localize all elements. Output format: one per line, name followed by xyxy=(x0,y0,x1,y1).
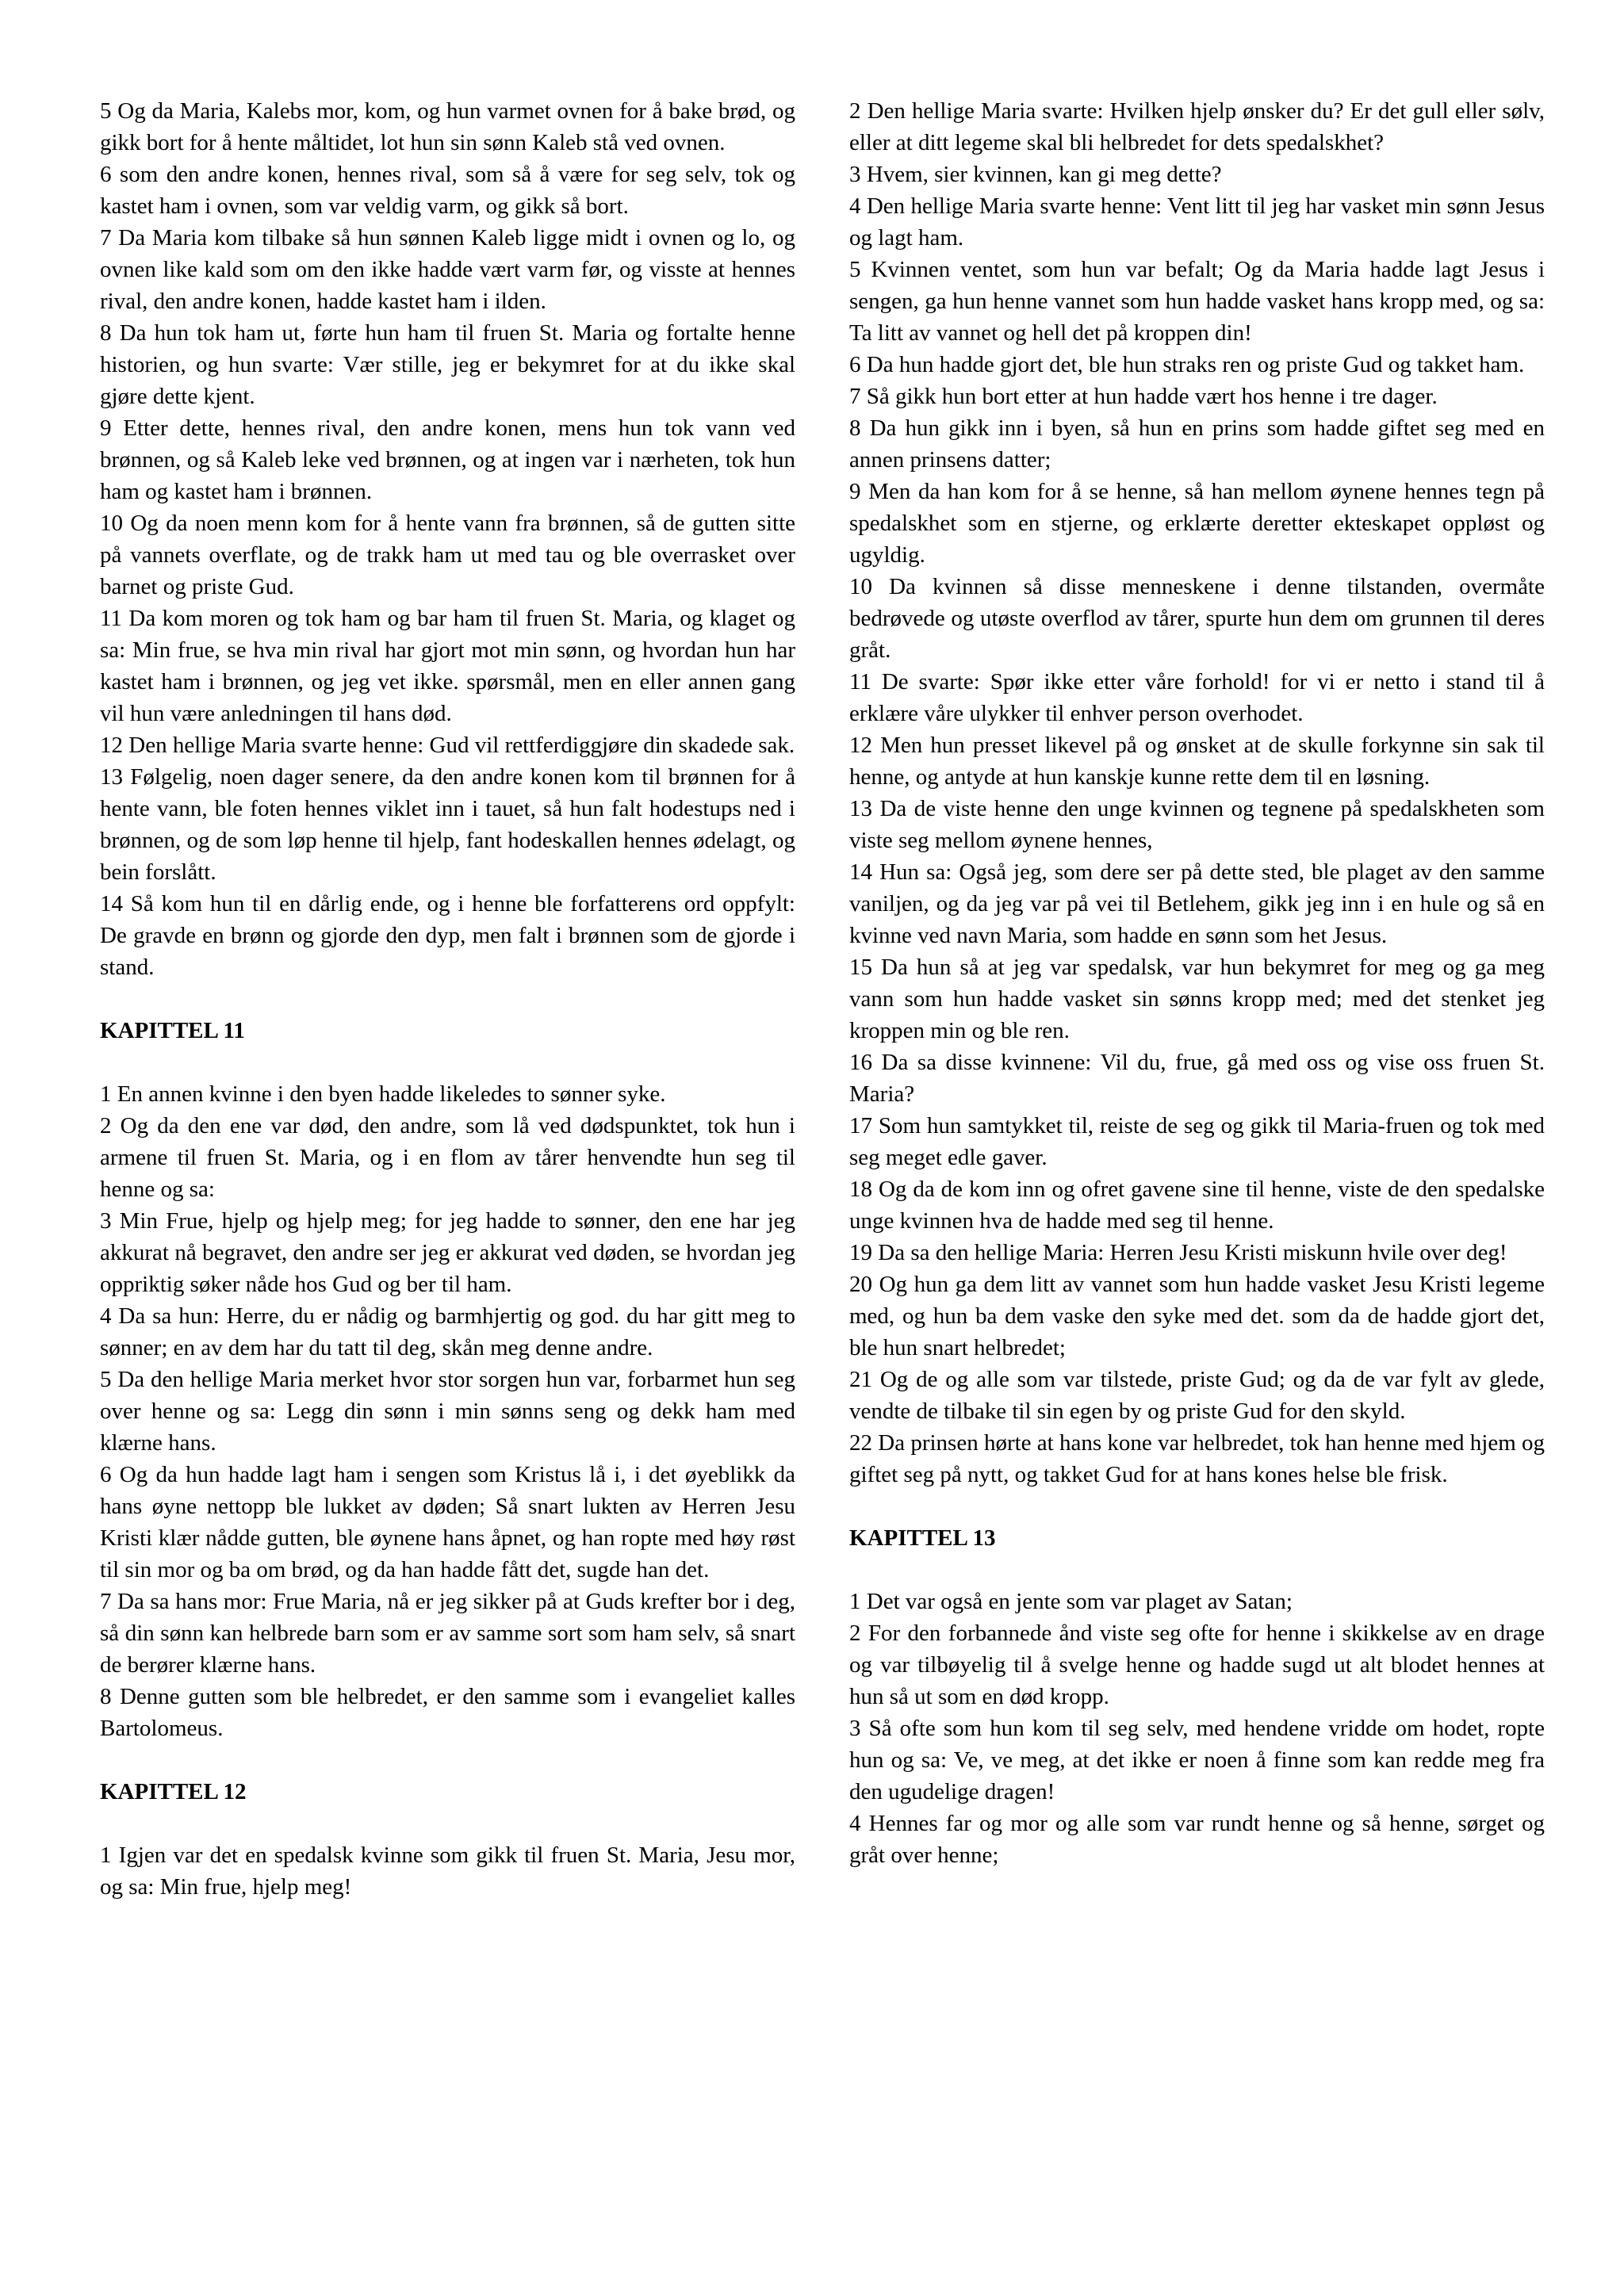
verse-list xyxy=(100,95,795,983)
verse: 11 Da kom moren og tok ham og bar ham til fruen St. Maria, og klaget og sa: Min frue, se hva min rival har gjort mot min sønn, og hvordan hun har kastet ham i brønnen, og jeg vet ikke. spørsmål, men en eller annen gang vil hun være anledningen til hans død. xyxy=(100,606,795,726)
verse-list xyxy=(100,1078,795,1744)
right-column xyxy=(849,95,1545,1871)
verse: 1 Igjen var det en spedalsk kvinne som gikk til fruen St. Maria, Jesu mor, og sa: Min frue, hjelp meg! xyxy=(100,1843,795,1900)
verse: 10 Og da noen menn kom for å hente vann fra brønnen, så de gutten sitte på vannets overflate, og de trakk ham ut med tau og ble overrasket over barnet og priste Gud. xyxy=(100,511,795,599)
verse: 4 Hennes far og mor og alle som var rundt henne og så henne, sørget og gråt over henne; xyxy=(849,1811,1545,1868)
verse: 5 Kvinnen ventet, som hun var befalt; Og da Maria hadde lagt Jesus i sengen, ga hun henne vannet som hun hadde vasket hans kropp med, og sa: Ta litt av vannet og hell det på kroppen din! xyxy=(849,257,1545,346)
verse: 4 Da sa hun: Herre, du er nådig og barmhjertig og god. du har gitt meg to sønner; en av dem har du tatt til deg, skån meg denne andre. xyxy=(100,1303,795,1360)
verse: 9 Men da han kom for å se henne, så han mellom øynene hennes tegn på spedalskhet som en stjerne, og erklærte deretter ekteskapet oppløst og ugyldig. xyxy=(849,479,1545,568)
left-column xyxy=(100,95,795,1903)
verse: 16 Da sa disse kvinnene: Vil du, frue, gå med oss og vise oss fruen St. Maria? xyxy=(849,1050,1545,1107)
verse: 11 De svarte: Spør ikke etter våre forhold! for vi er netto i stand til å erklære våre ulykker til enhver person overhodet. xyxy=(849,669,1545,726)
verse: 8 Denne gutten som ble helbredet, er den samme som i evangeliet kalles Bartolomeus. xyxy=(100,1684,795,1741)
verse: 14 Så kom hun til en dårlig ende, og i henne ble forfatterens ord oppfylt: De gravde en brønn og gjorde den dyp, men falt i brønnen som de gjorde i stand. xyxy=(100,891,795,980)
verse: 14 Hun sa: Også jeg, som dere ser på dette sted, ble plaget av den samme vaniljen, og da jeg var på vei til Betlehem, gikk jeg inn i en hule og så en kvinne ved navn Maria, som hadde en sønn som het Jesus. xyxy=(849,859,1545,948)
verse: 8 Da hun tok ham ut, førte hun ham til fruen St. Maria og fortalte henne historien, og hun svarte: Vær stille, jeg er bekymret for at du ikke skal gjøre dette kjent. xyxy=(100,320,795,409)
verse: 9 Etter dette, hennes rival, den andre konen, mens hun tok vann ved brønnen, og så Kaleb leke ved brønnen, og at ingen var i nærheten, tok hun ham og kastet ham i brønnen. xyxy=(100,415,795,504)
verse: 17 Som hun samtykket til, reiste de seg og gikk til Maria-fruen og tok med seg meget edle gaver. xyxy=(849,1113,1545,1170)
verse: 13 Følgelig, noen dager senere, da den andre konen kom til brønnen for å hente vann, ble foten hennes viklet inn i tauet, så hun falt hodestups ned i brønnen, og de som løp henne til hjelp, fant hodeskallen hennes ødelagt, og bein forslått. xyxy=(100,764,795,885)
verse: 7 Da Maria kom tilbake så hun sønnen Kaleb ligge midt i ovnen og lo, og ovnen like kald som om den ikke hadde vært varm før, og visste at hennes rival, den andre konen, hadde kastet ham i ilden. xyxy=(100,225,795,314)
verse: 6 som den andre konen, hennes rival, som så å være for seg selv, tok og kastet ham i ovnen, som var veldig varm, og gikk så bort. xyxy=(100,162,795,219)
verse: 3 Så ofte som hun kom til seg selv, med hendene vridde om hodet, ropte hun og sa: Ve, ve meg, at det ikke er noen å finne som kan redde meg fra den ugudelige dragen! xyxy=(849,1716,1545,1804)
verse: 8 Da hun gikk inn i byen, så hun en prins som hadde giftet seg med en annen prinsens datter; xyxy=(849,415,1545,473)
verse: 21 Og de og alle som var tilstede, priste Gud; og da de var fylt av glede, vendte de tilbake til sin egen by og priste Gud for den skyld. xyxy=(849,1367,1545,1424)
verse: 13 Da de viste henne den unge kvinnen og tegnene på spedalskheten som viste seg mellom øynene hennes, xyxy=(849,796,1545,853)
verse: 4 Den hellige Maria svarte henne: Vent litt til jeg har vasket min sønn Jesus og lagt ham. xyxy=(849,193,1545,251)
verse: 7 Så gikk hun bort etter at hun hadde vært hos henne i tre dager. xyxy=(849,384,1438,409)
verse-list xyxy=(849,1586,1545,1871)
verse: 7 Da sa hans mor: Frue Maria, nå er jeg sikker på at Guds krefter bor i deg, så din sønn kan helbrede barn som er av samme sort som ham selv, så snart de berører klærne hans. xyxy=(100,1589,795,1678)
verse: 10 Da kvinnen så disse menneskene i denne tilstanden, overmåte bedrøvede og utøste overflod av tårer, spurte hun dem om grunnen til deres gråt. xyxy=(849,574,1545,663)
verse: 3 Min Frue, hjelp og hjelp meg; for jeg hadde to sønner, den ene har jeg akkurat nå begravet, den andre ser jeg er akkurat ved døden, se hvordan jeg oppriktig søker nåde hos Gud og ber til ham. xyxy=(100,1208,795,1297)
verse-list xyxy=(849,95,1545,1490)
chapter-heading-13: KAPITTEL 13 xyxy=(849,1525,996,1551)
verse: 6 Og da hun hadde lagt ham i sengen som Kristus lå i, i det øyeblikk da hans øyne nettopp ble lukket av døden; Så snart lukten av Herren Jesu Kristi klær nådde gutten, ble øynene hans åpnet, og han ropte med høy røst til sin mor og ba om brød, og da han hadde fått det, sugde han det. xyxy=(100,1462,795,1582)
verse: 5 Og da Maria, Kalebs mor, kom, og hun varmet ovnen for å bake brød, og gikk bort for å hente måltidet, lot hun sin sønn Kaleb stå ved ovnen. xyxy=(100,98,795,155)
verse: 20 Og hun ga dem litt av vannet som hun hadde vasket Jesu Kristi legeme med, og hun ba dem vaske den syke med det. som da de hadde gjort det, ble hun snart helbredet; xyxy=(849,1272,1545,1360)
verse: 3 Hvem, sier kvinnen, kan gi meg dette? xyxy=(849,162,1222,187)
verse: 1 En annen kvinne i den byen hadde likeledes to sønner syke. xyxy=(100,1081,666,1107)
verse: 15 Da hun så at jeg var spedalsk, var hun bekymret for meg og ga meg vann som hun hadde vasket sin sønns kropp med; med det stenket jeg kroppen min og ble ren. xyxy=(849,955,1545,1043)
verse-list xyxy=(100,1839,795,1903)
verse: 6 Da hun hadde gjort det, ble hun straks ren og priste Gud og takket ham. xyxy=(849,352,1525,377)
verse: 1 Det var også en jente som var plaget av Satan; xyxy=(849,1589,1293,1614)
verse: 12 Men hun presset likevel på og ønsket at de skulle forkynne sin sak til henne, og antyde at hun kanskje kunne rette dem til en løsning. xyxy=(849,733,1545,790)
chapter-heading-12: KAPITTEL 12 xyxy=(100,1779,247,1804)
verse: 5 Da den hellige Maria merket hvor stor sorgen hun var, forbarmet hun seg over henne og sa: Legg din sønn i min sønns seng og dekk ham med klærne hans. xyxy=(100,1367,795,1456)
verse: 19 Da sa den hellige Maria: Herren Jesu Kristi miskunn hvile over deg! xyxy=(849,1240,1507,1265)
verse: 2 Og da den ene var død, den andre, som lå ved dødspunktet, tok hun i armene til fruen St. Maria, og i en flom av tårer henvendte hun seg til henne og sa: xyxy=(100,1113,795,1202)
chapter-heading-11: KAPITTEL 11 xyxy=(100,1018,245,1043)
verse: 18 Og da de kom inn og ofret gavene sine til henne, viste de den spedalske unge kvinnen hva de hadde med seg til henne. xyxy=(849,1177,1545,1234)
verse: 2 For den forbannede ånd viste seg ofte for henne i skikkelse av en drage og var tilbøyelig til å svelge henne og hadde sugd ut alt blodet hennes at hun så ut som en død kropp. xyxy=(849,1621,1545,1709)
verse: 22 Da prinsen hørte at hans kone var helbredet, tok han henne med hjem og giftet seg på nytt, og takket Gud for at hans kones helse ble frisk. xyxy=(849,1430,1545,1487)
verse: 2 Den hellige Maria svarte: Hvilken hjelp ønsker du? Er det gull eller sølv, eller at ditt legeme skal bli helbredet for dets spedalskhet? xyxy=(849,98,1545,155)
verse: 12 Den hellige Maria svarte henne: Gud vil rettferdiggjøre din skadede sak. xyxy=(100,733,795,758)
